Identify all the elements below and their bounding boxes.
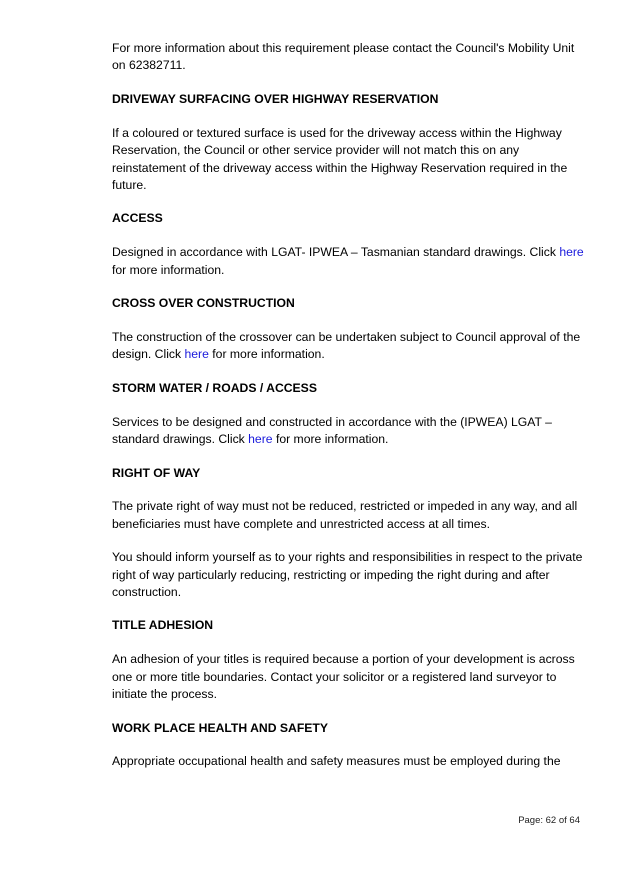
crossover-here-link[interactable]: here — [184, 347, 209, 362]
heading-access: ACCESS — [112, 211, 163, 226]
stormwater-paragraph — [112, 414, 584, 449]
whs-paragraph: Appropriate occupational health and safety measures must be employed during the — [112, 754, 561, 769]
page-number: Page: 62 of 64 — [518, 815, 580, 826]
stormwater-here-link[interactable]: here — [248, 432, 273, 447]
access-paragraph — [112, 244, 584, 279]
crossover-paragraph — [112, 329, 584, 364]
intro-paragraph: For more information about this requirement please contact the Council's Mobility Unit on 62382711. — [112, 41, 575, 73]
crossover-text-before: The construction of the crossover can be undertaken subject to Council approval of the design. Click — [112, 329, 581, 362]
heading-work-place-health-safety: WORK PLACE HEALTH AND SAFETY — [112, 720, 328, 735]
access-text-before: Designed in accordance with LGAT- IPWEA – Tasmanian standard drawings. Click — [112, 245, 560, 260]
heading-driveway-surfacing: DRIVEWAY SURFACING OVER HIGHWAY RESERVATION — [112, 91, 439, 106]
right-of-way-paragraph-2: You should inform yourself as to your rights and responsibilities in respect to the private right of way particularly reducing, restricting or impeding the right during and after construction. — [112, 550, 583, 600]
crossover-text-after: for more information. — [208, 347, 325, 362]
right-of-way-paragraph-1: The private right of way must not be reduced, restricted or impeded in any way, and all beneficiaries must have complete and unrestricted access at all times. — [112, 499, 578, 531]
document-body — [112, 40, 584, 771]
heading-title-adhesion: TITLE ADHESION — [112, 618, 214, 633]
driveway-paragraph: If a coloured or textured surface is used for the driveway access within the Highway Reservation, the Council or other service provider will not match this on any reinstatement of the driveway access within the Highway Reservation required in the future. — [112, 125, 568, 192]
access-here-link[interactable]: here — [559, 245, 584, 260]
stormwater-text-before: Services to be designed and constructed in accordance with the (IPWEA) LGAT – standard drawings. Click — [112, 414, 552, 447]
heading-storm-water: STORM WATER / ROADS / ACCESS — [112, 380, 317, 395]
title-adhesion-paragraph: An adhesion of your titles is required because a portion of your development is across one or more title boundaries. Contact your solicitor or a registered land surveyor to initiate the process. — [112, 652, 575, 702]
heading-crossover-construction: CROSS OVER CONSTRUCTION — [112, 296, 295, 311]
stormwater-text-after: for more information. — [272, 432, 389, 447]
access-text-after: for more information. — [112, 262, 225, 277]
heading-right-of-way: RIGHT OF WAY — [112, 465, 201, 480]
